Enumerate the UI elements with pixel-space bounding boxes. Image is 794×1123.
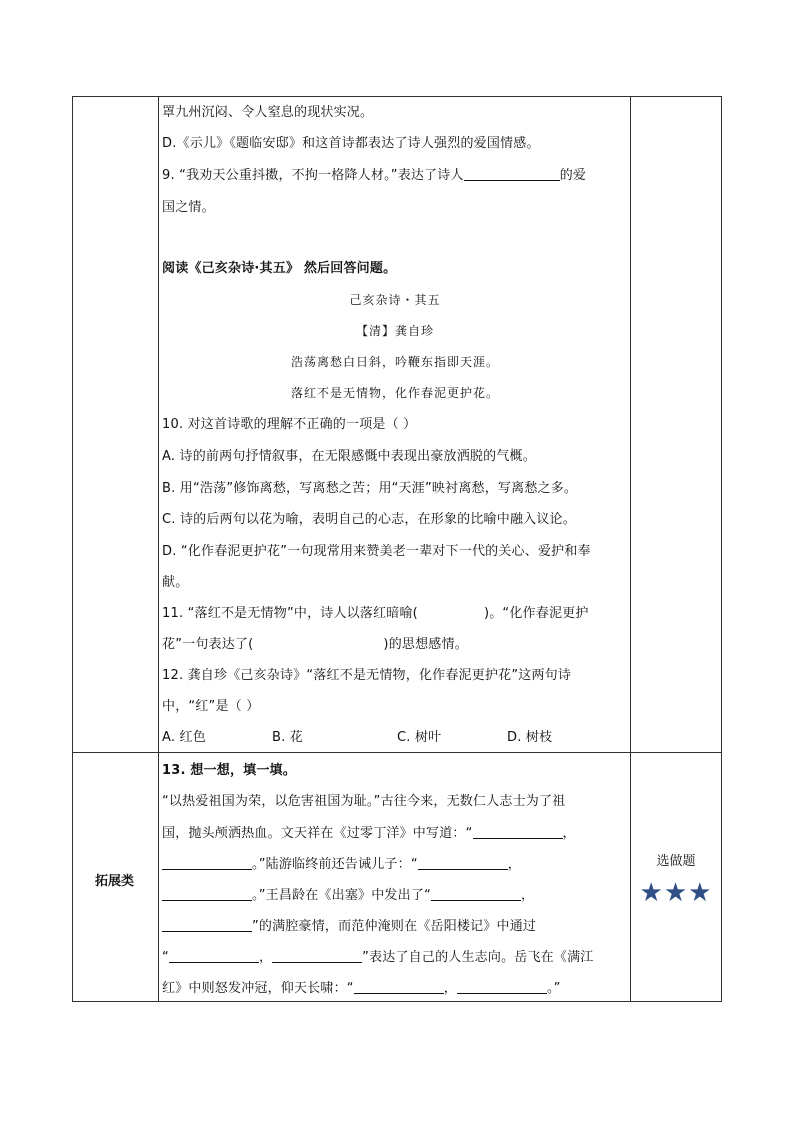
question-12: 12. 龚自珍《己亥杂诗》“落红不是无情物，化作春泥更护花”这两句诗 bbox=[162, 668, 572, 683]
poem-title: 己亥杂诗・其五 bbox=[349, 293, 441, 307]
answer-blank[interactable] bbox=[162, 918, 252, 932]
question-9: 9. “我劝天公重抖擞，不拘一格降人材。”表达了诗人 的爱 bbox=[162, 168, 587, 183]
poem-line: 落红不是无情物，化作春泥更护花。 bbox=[290, 386, 499, 400]
text-line: ”的满腔豪情，而范仲淹则在《岳阳楼记》中通过 bbox=[162, 918, 536, 936]
option-b[interactable]: B. 用“浩荡”修饰离愁，写离愁之苦；用“天涯”映衬离愁，写离愁之多。 bbox=[162, 481, 578, 496]
text-line: 献。 bbox=[162, 575, 189, 590]
option-a[interactable]: A. 诗的前两句抒情叙事，在无限感慨中表现出豪放洒脱的气概。 bbox=[162, 449, 536, 464]
option-d[interactable]: D. 树枝 bbox=[507, 730, 553, 745]
poem-author: 【清】龚自珍 bbox=[355, 324, 434, 338]
text-line: “以热爱祖国为荣，以危害祖国为耻。”古往今来，无数仁人志士为了祖 bbox=[162, 794, 566, 809]
option-c[interactable]: C. 树叶 bbox=[397, 730, 442, 745]
column-divider bbox=[158, 97, 159, 1001]
text-line: 中，“红”是（ ） bbox=[162, 699, 260, 714]
text-line: 国之情。 bbox=[162, 200, 215, 215]
optional-label: 选做题 bbox=[656, 854, 696, 869]
text-line: D.《示儿》《题临安邸》和这首诗都表达了诗人强烈的爱国情感。 bbox=[162, 136, 540, 151]
answer-blank[interactable] bbox=[457, 980, 547, 994]
option-c[interactable]: C. 诗的后两句以花为喻，表明自己的心志，在形象的比喻中融入议论。 bbox=[162, 512, 576, 527]
text-line: 红》中则怒发冲冠，仰天长啸：“ ， 。” bbox=[162, 981, 561, 996]
answer-blank[interactable] bbox=[272, 949, 362, 963]
option-a[interactable]: A. 红色 bbox=[162, 730, 206, 745]
text-line: 。”王昌龄在《出塞》中发出了“ ， bbox=[162, 887, 534, 905]
option-b[interactable]: B. 花 bbox=[272, 730, 303, 745]
answer-blank[interactable] bbox=[418, 856, 508, 870]
answer-blank[interactable] bbox=[162, 856, 252, 870]
answer-blank[interactable] bbox=[431, 887, 521, 901]
text-line: 国，抛头颅洒热血。文天祥在《过零丁洋》中写道：“ ， bbox=[162, 826, 576, 841]
text-line: 。”陆游临终前还告诫儿子：“ ， bbox=[162, 856, 521, 874]
option-d[interactable]: D. “化作春泥更护花”一句现常用来赞美老一辈对下一代的关心、爱护和奉 bbox=[162, 544, 591, 559]
text-line: 花”一句表达了( )的思想感情。 bbox=[162, 637, 468, 652]
poem-line: 浩荡离愁白日斜，吟鞭东指即天涯。 bbox=[290, 355, 499, 369]
answer-blank[interactable] bbox=[169, 949, 259, 963]
question-11: 11. “落红不是无情物”中，诗人以落红暗喻( )。“化作春泥更护 bbox=[162, 606, 589, 621]
question-10: 10. 对这首诗歌的理解不正确的一项是（ ） bbox=[162, 417, 417, 432]
reading-instruction: 阅读《己亥杂诗·其五》 然后回答问题。 bbox=[162, 261, 397, 276]
row-divider bbox=[73, 752, 721, 753]
question-13: 13. 想一想，填一填。 bbox=[162, 763, 296, 778]
difficulty-stars: ★★★ bbox=[639, 878, 713, 908]
text-line: 罩九州沉闷、令人窒息的现状实况。 bbox=[162, 105, 374, 120]
answer-blank[interactable] bbox=[354, 980, 444, 994]
category-label: 拓展类 bbox=[94, 874, 134, 889]
answer-blank[interactable] bbox=[162, 887, 252, 901]
text-line: “ ， ”表达了自己的人生志向。岳飞在《满江 bbox=[162, 950, 594, 965]
answer-blank[interactable] bbox=[473, 825, 563, 839]
answer-blank[interactable] bbox=[464, 167, 560, 181]
options-row bbox=[162, 729, 552, 747]
